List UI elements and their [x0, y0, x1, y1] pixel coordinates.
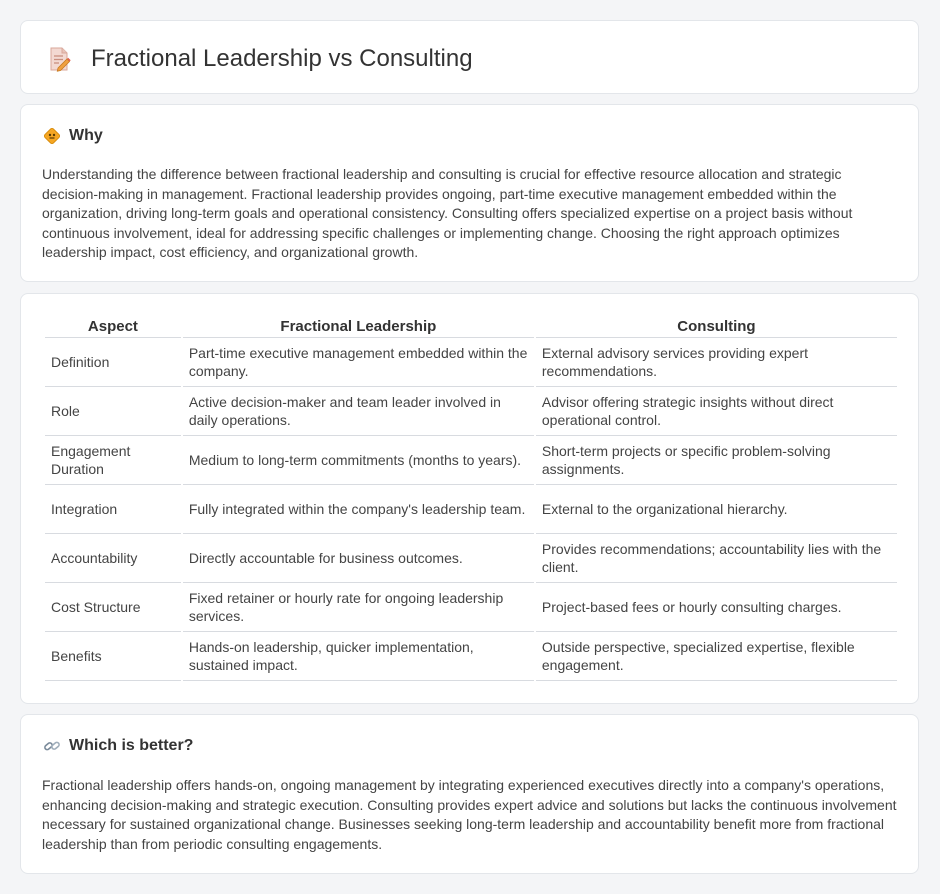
which-is-better-section — [20, 714, 919, 874]
consulting-cell: Provides recommendations; accountability lies with the client. — [536, 534, 897, 583]
table-row — [45, 534, 897, 583]
link-icon — [43, 737, 61, 755]
aspect-cell: Integration — [45, 485, 181, 534]
consulting-cell: External to the organizational hierarchy. — [536, 485, 897, 534]
fractional-cell: Directly accountable for business outcomes. — [183, 534, 534, 583]
document-pencil-icon — [47, 46, 71, 72]
table-header-row — [45, 312, 897, 338]
page-title: Fractional Leadership vs Consulting — [91, 45, 473, 72]
aspect-cell: Role — [45, 387, 181, 436]
aspect-cell: Accountability — [45, 534, 181, 583]
aspect-cell: Cost Structure — [45, 583, 181, 632]
fractional-cell: Fully integrated within the company's leadership team. — [183, 485, 534, 534]
table-row — [45, 436, 897, 485]
fractional-cell: Part-time executive management embedded within the company. — [183, 338, 534, 387]
consulting-cell: External advisory services providing expert recommendations. — [536, 338, 897, 387]
column-header-consulting: Consulting — [536, 312, 897, 338]
why-heading — [43, 127, 103, 145]
consulting-cell: Project-based fees or hourly consulting charges. — [536, 583, 897, 632]
column-header-fractional: Fractional Leadership — [183, 312, 534, 338]
fractional-cell: Fixed retainer or hourly rate for ongoing leadership services. — [183, 583, 534, 632]
comparison-table — [43, 312, 899, 681]
better-title: Which is better? — [69, 737, 194, 754]
table-row — [45, 583, 897, 632]
aspect-cell: Definition — [45, 338, 181, 387]
consulting-cell: Short-term projects or specific problem-solving assignments. — [536, 436, 897, 485]
table-row — [45, 387, 897, 436]
title-row — [47, 45, 473, 73]
consulting-cell: Outside perspective, specialized expertise, flexible engagement. — [536, 632, 897, 681]
why-section — [20, 104, 919, 282]
why-text: Understanding the difference between fractional leadership and consulting is crucial for effective resource allocation and strategic decision-making in management. Fractional leadership provides ongoing, part-time executive management embedded within the organization, driving long-term goals and operational consistency. Consulting offers specialized expertise on a project basis without continuous involvement, ideal for addressing specific challenges or implementing change. Choosing the right approach optimizes leadership impact, cost efficiency, and organizational growth. — [42, 166, 853, 261]
table-row — [45, 338, 897, 387]
aspect-cell: Benefits — [45, 632, 181, 681]
table-row — [45, 485, 897, 534]
consulting-cell: Advisor offering strategic insights without direct operational control. — [536, 387, 897, 436]
fractional-cell: Medium to long-term commitments (months to years). — [183, 436, 534, 485]
why-title: Why — [69, 127, 103, 144]
diamond-sign-icon — [43, 127, 61, 145]
title-card — [20, 20, 919, 94]
fractional-cell: Active decision-maker and team leader involved in daily operations. — [183, 387, 534, 436]
aspect-cell: Engagement Duration — [45, 436, 181, 485]
better-text: Fractional leadership offers hands-on, ongoing management by integrating experienced executives directly into a company's operations, enhancing decision-making and strategic execution. Consulting provides expert advice and solutions but lacks the continuous involvement necessary for sustained organizational change. Businesses seeking long-term leadership and accountability benefit more from fractional leadership than from periodic consulting engagements. — [42, 777, 897, 852]
comparison-section — [20, 293, 919, 704]
better-heading — [43, 737, 193, 755]
table-row — [45, 632, 897, 681]
fractional-cell: Hands-on leadership, quicker implementation, sustained impact. — [183, 632, 534, 681]
column-header-aspect: Aspect — [45, 312, 181, 338]
